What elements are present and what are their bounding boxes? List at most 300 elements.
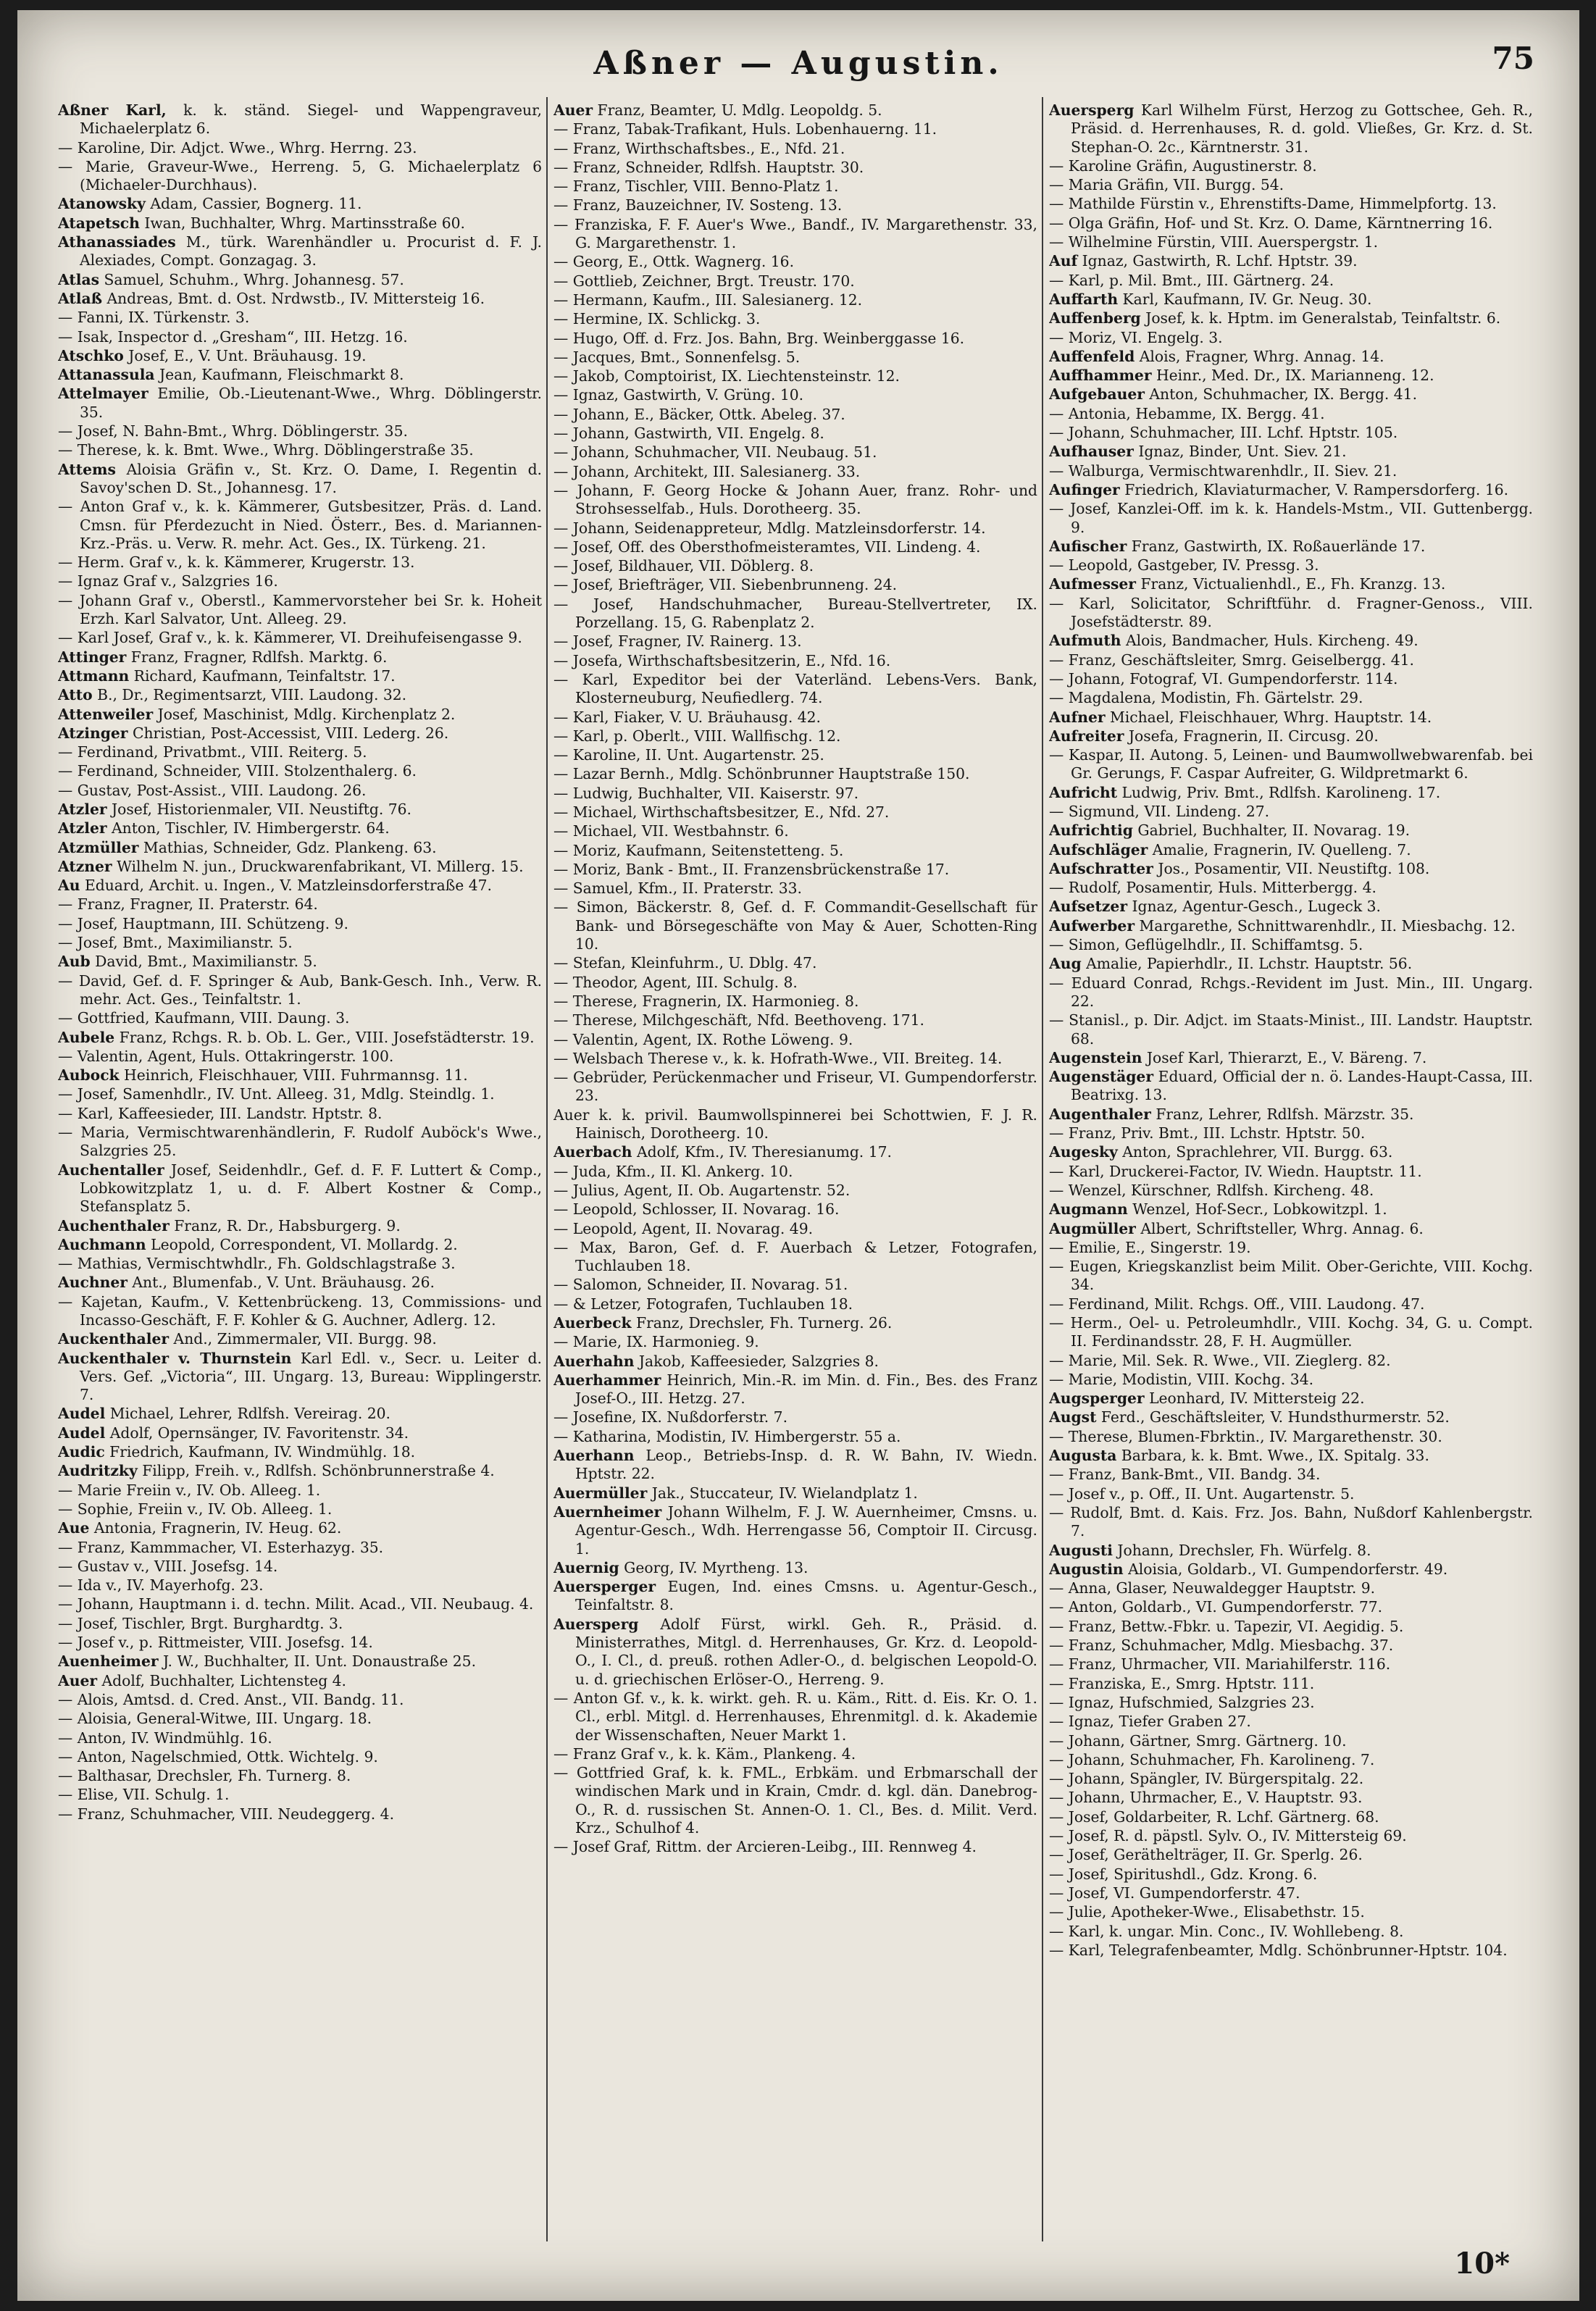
entry-details: — Josef, Tischler, Brgt. Burghardtg. 3.: [58, 1614, 343, 1632]
entry-details: — Johann, Fotograf, VI. Gumpendorferstr. 114.: [1049, 669, 1398, 688]
directory-entry: [553, 595, 1037, 632]
entry-details: — Josef v., p. Rittmeister, VIII. Josefsg. 14.: [58, 1634, 373, 1652]
entry-details: — Franz, Geschäftsleiter, Smrg. Geiselbergg. 41.: [1049, 651, 1414, 669]
entry-details: — Hugo, Off. d. Frz. Jos. Bahn, Brg. Weinberggasse 16.: [553, 329, 965, 347]
entry-details: — Josef, Samenhdlr., IV. Unt. Alleeg. 31, Mdlg. Steindlg. 1.: [58, 1085, 495, 1103]
entry-surname: Auermüller: [553, 1484, 648, 1502]
entry-details: Ignaz, Binder, Unt. Siev. 21.: [1138, 443, 1347, 461]
entry-details: — Josef, N. Bahn-Bmt., Whrg. Döblingerstr. 35.: [58, 422, 408, 440]
entry-details: — Josef, Bmt., Maximilianstr. 5.: [58, 934, 293, 952]
entry-details: — Magdalena, Modistin, Fh. Gärtelstr. 29.: [1049, 689, 1363, 707]
directory-entry: [1049, 1770, 1533, 1788]
entry-details: Anton, Schuhmacher, IX. Bergg. 41.: [1149, 385, 1418, 404]
directory-entry: [1049, 405, 1533, 423]
directory-entry: [1049, 1655, 1533, 1673]
directory-entry: [58, 1652, 542, 1671]
entry-details: Heinrich, Fleischhauer, VIII. Fuhrmannsg. 11.: [124, 1066, 468, 1085]
entry-details: Auer k. k. privil. Baumwollspinnerei bei Schottwien, F. J. R. Hainisch, Dorotheerg. 10.: [553, 1106, 1037, 1142]
entry-details: — Theodor, Agent, III. Schulg. 8.: [553, 973, 798, 991]
entry-surname: Aufricht: [1049, 783, 1118, 801]
entry-surname: Aufschratter: [1049, 859, 1153, 877]
entry-surname: Atzler: [58, 819, 107, 837]
entry-details: — Anton Graf v., k. k. Kämmerer, Gutsbesitzer, Präs. d. Land. Cmsn. für Pferdezucht in Nied. Österr., Bes. d. Mariannen-Krz.-Präs. u. Verw. R. mehr. Act. Ges., IX. Türkeng. 21.: [58, 498, 542, 552]
entry-details: — Valentin, Agent, IX. Rothe Löweng. 9.: [553, 1030, 853, 1048]
entry-details: — Johann, Hauptmann i. d. techn. Milit. Acad., VII. Neubaug. 4.: [58, 1595, 534, 1613]
entry-details: Franz, Rchgs. R. b. Ob. L. Ger., VIII. Josefstädterstr. 19.: [119, 1028, 535, 1046]
entry-details: — Josef, Spiritushdl., Gdz. Krong. 6.: [1049, 1865, 1318, 1883]
directory-column-2: [553, 101, 1037, 2246]
entry-surname: Attelmayer: [58, 385, 149, 403]
entry-details: — Karl, p. Oberlt., VIII. Wallfischg. 12.: [553, 727, 841, 745]
directory-entry: [1049, 689, 1533, 707]
directory-entry: [1049, 898, 1533, 916]
directory-entry: [553, 1182, 1037, 1200]
directory-entry: [1049, 1428, 1533, 1446]
entry-details: — Gottfried, Kaufmann, VIII. Daung. 3.: [58, 1009, 350, 1027]
directory-entry: [1049, 974, 1533, 1011]
entry-details: Mathias, Schneider, Gdz. Plankeng. 63.: [143, 838, 437, 856]
directory-entry: [1049, 1637, 1533, 1655]
entry-surname: Aufmuth: [1049, 632, 1121, 650]
directory-entry: [58, 233, 542, 270]
entry-surname: Auer: [58, 1671, 98, 1689]
entry-details: Ant., Blumenfab., V. Unt. Bräuhausg. 26.: [132, 1274, 435, 1292]
directory-entry: [1049, 1314, 1533, 1351]
directory-entry: [553, 671, 1037, 708]
entry-details: Leonhard, IV. Mittersteig 22.: [1149, 1389, 1365, 1408]
entry-details: — Josefine, IX. Nußdorferstr. 7.: [553, 1408, 788, 1426]
directory-entry: [58, 366, 542, 384]
entry-details: — Stanisl., p. Dir. Adjct. im Staats-Minist., III. Landstr. Hauptstr. 68.: [1049, 1011, 1533, 1048]
directory-entry: [58, 1748, 542, 1766]
directory-entry: [553, 1276, 1037, 1294]
entry-details: — Simon, Geflügelhdlr., II. Schiffamtsg. 5.: [1049, 936, 1363, 954]
directory-entry: [58, 1105, 542, 1123]
entry-details: — Franz Graf v., k. k. Käm., Plankeng. 4.: [553, 1744, 856, 1763]
entry-details: Johann, Drechsler, Fh. Würfelg. 8.: [1117, 1541, 1371, 1559]
directory-entry: [1049, 632, 1533, 650]
entry-surname: Aub: [58, 953, 91, 971]
entry-details: — Ludwig, Buchhalter, VII. Kaiserstr. 97.: [553, 784, 859, 802]
directory-entry: [553, 1200, 1037, 1219]
entry-details: — Moriz, Bank - Bmt., II. Franzensbrückenstraße 17.: [553, 860, 950, 878]
entry-surname: Audritzky: [58, 1462, 138, 1480]
directory-entry: [1049, 955, 1533, 973]
entry-details: — Herm., Oel- u. Petroleumhdlr., VIII. Kochg. 34, G. u. Compt. II. Ferdinandsstr. 28, F. H. Augmüller.: [1049, 1314, 1533, 1350]
entry-surname: Aufrichtig: [1049, 822, 1133, 840]
entry-details: Karl, Kaufmann, IV. Gr. Neug. 30.: [1122, 290, 1372, 308]
entry-details: — Alois, Amtsd. d. Cred. Anst., VII. Bandg. 11.: [58, 1690, 404, 1708]
directory-entry: [553, 822, 1037, 840]
entry-surname: Audel: [58, 1424, 106, 1442]
entry-details: Margarethe, Schnittwarenhdlr., II. Miesbachg. 12.: [1139, 916, 1516, 935]
directory-entry: [553, 463, 1037, 481]
entry-details: — Leopold, Schlosser, II. Novarag. 16.: [553, 1200, 840, 1219]
entry-details: — Josef, Bildhauer, VII. Döblerg. 8.: [553, 557, 814, 575]
entry-surname: Attenweiler: [58, 705, 154, 723]
entry-surname: Auchmann: [58, 1235, 146, 1253]
entry-surname: Aßner Karl,: [58, 101, 167, 119]
entry-details: — Karl, k. ungar. Min. Conc., IV. Wohllebeng. 8.: [1049, 1922, 1404, 1940]
entry-surname: Augenstäger: [1049, 1068, 1154, 1086]
directory-entry: [553, 1353, 1037, 1371]
directory-entry: [58, 347, 542, 365]
entry-details: — Aloisia, General-Witwe, III. Ungarg. 18.: [58, 1710, 372, 1728]
entry-details: — Juda, Kfm., II. Kl. Ankerg. 10.: [553, 1162, 793, 1180]
directory-entry: [553, 765, 1037, 783]
directory-entry: [1049, 1011, 1533, 1048]
directory-entry: [58, 1293, 542, 1330]
directory-entry: [1049, 1258, 1533, 1295]
directory-entry: [1049, 329, 1533, 347]
entry-details: Eugen, Ind. eines Cmsns. u. Agentur-Gesch., Teinfaltstr. 8.: [575, 1578, 1037, 1614]
directory-entry: [553, 785, 1037, 803]
entry-details: — Jacques, Bmt., Sonnenfelsg. 5.: [553, 348, 801, 366]
directory-entry: [1049, 746, 1533, 783]
entry-surname: Aufsetzer: [1049, 898, 1128, 916]
directory-entry: [58, 1236, 542, 1254]
entry-details: — Anton Gf. v., k. k. wirkt. geh. R. u. Käm., Ritt. d. Eis. Kr. O. 1. Cl., erbl. Mitgl. d. Herrenhauses, Ehrenmitgl. d. k. Akademie der Wissenschaften, Neuer Markt 1.: [553, 1689, 1037, 1744]
directory-entry: [553, 632, 1037, 651]
entry-details: — Karl, p. Mil. Bmt., III. Gärtnerg. 24.: [1049, 271, 1334, 289]
directory-entry: [553, 1069, 1037, 1106]
directory-entry: [1049, 462, 1533, 480]
entry-details: — Maria, Vermischtwarenhändlerin, F. Rudolf Auböck's Wwe., Salzgries 25.: [58, 1124, 542, 1160]
entry-surname: Atzmüller: [58, 838, 139, 856]
directory-entry: [58, 1558, 542, 1576]
entry-surname: Auffhammer: [1049, 367, 1152, 385]
entry-surname: Attems: [58, 460, 116, 478]
entry-details: Jak., Stuccateur, IV. Wielandplatz 1.: [651, 1484, 918, 1502]
entry-surname: Aufschläger: [1049, 840, 1148, 858]
entry-details: — Anton, Goldarb., VI. Gumpendorferstr. 77.: [1049, 1598, 1383, 1616]
directory-entry: [1049, 556, 1533, 574]
entry-details: — Therese, Blumen-Fbrktin., IV. Margarethenstr. 30.: [1049, 1427, 1442, 1445]
directory-entry: [553, 538, 1037, 556]
entry-details: — Franz, Tabak-Trafikant, Huls. Lobenhauerng. 11.: [553, 120, 937, 138]
entry-details: — Anton, IV. Windmühlg. 16.: [58, 1729, 272, 1747]
entry-details: Johann Wilhelm, F. J. W. Auernheimer, Cmsns. u. Agentur-Gesch., Wdh. Herrengasse 56, Comptoir II. Circusg. 1.: [575, 1503, 1037, 1558]
entry-details: Leopold, Correspondent, VI. Mollardg. 2.: [151, 1235, 458, 1253]
entry-details: — Michael, VII. Westbahnstr. 6.: [553, 822, 789, 840]
entry-details: — Hermann, Kaufm., III. Salesianerg. 12.: [553, 291, 863, 309]
directory-entry: [58, 214, 542, 233]
entry-details: — Gustav, Post-Assist., VIII. Laudong. 26.: [58, 781, 367, 799]
entry-details: Gabriel, Buchhalter, II. Novarag. 19.: [1137, 822, 1411, 840]
directory-entry: [1049, 176, 1533, 194]
directory-entry: [553, 1689, 1037, 1744]
directory-entry: [553, 348, 1037, 367]
entry-surname: Audic: [58, 1443, 105, 1461]
entry-surname: Augenthaler: [1049, 1105, 1151, 1123]
directory-entry: [553, 140, 1037, 158]
entry-details: Georg, IV. Myrtheng. 13.: [624, 1558, 809, 1576]
entry-details: — Josef, VI. Gumpendorferstr. 47.: [1049, 1884, 1300, 1902]
directory-entry: [1049, 595, 1533, 632]
directory-entry: [1049, 309, 1533, 327]
entry-surname: Augusta: [1049, 1447, 1117, 1465]
entry-details: — Ignaz, Tiefer Graben 27.: [1049, 1713, 1251, 1731]
directory-entry: [1049, 1485, 1533, 1503]
entry-details: — Moriz, VI. Engelg. 3.: [1049, 328, 1223, 346]
entry-surname: Attanassula: [58, 366, 155, 384]
entry-details: Andreas, Bmt. d. Ost. Nrdwstb., IV. Mittersteig 16.: [106, 289, 485, 307]
directory-entry: [1049, 1579, 1533, 1597]
directory-entry: [58, 1767, 542, 1785]
entry-details: — Franz, Tischler, VIII. Benno-Platz 1.: [553, 177, 839, 196]
entry-details: Josef, Maschinist, Mdlg. Kirchenplatz 2.: [157, 705, 456, 723]
entry-details: Adam, Cassier, Bognerg. 11.: [150, 195, 362, 213]
entry-details: — Mathilde Fürstin v., Ehrenstifts-Dame, Himmelpfortg. 13.: [1049, 195, 1497, 213]
entry-details: — Johann, Uhrmacher, E., V. Hauptstr. 93.: [1049, 1789, 1363, 1807]
directory-entry: [58, 195, 542, 213]
entry-details: Amalie, Papierhdlr., II. Lchstr. Hauptstr. 56.: [1086, 955, 1413, 973]
entry-surname: Aufreiter: [1049, 727, 1124, 745]
directory-entry: [58, 592, 542, 629]
directory-entry: [58, 1443, 542, 1461]
entry-surname: Auernig: [553, 1558, 619, 1576]
directory-entry: [1049, 252, 1533, 270]
directory-entry: [553, 709, 1037, 727]
entry-details: — Marie, Mil. Sek. R. Wwe., VII. Zieglerg. 82.: [1049, 1351, 1391, 1369]
directory-entry: [1049, 1049, 1533, 1067]
directory-entry: [1049, 784, 1533, 802]
entry-details: — Johann, Schuhmacher, Fh. Karolineng. 7.: [1049, 1750, 1375, 1768]
entry-details: Heinr., Med. Dr., IX. Marianneng. 12.: [1156, 367, 1434, 385]
directory-entry: [553, 1764, 1037, 1837]
entry-surname: Augst: [1049, 1408, 1097, 1426]
directory-entry: [553, 216, 1037, 253]
directory-entry: [58, 1405, 542, 1423]
entry-details: — Ferdinand, Schneider, VIII. Stolzenthalerg. 6.: [58, 762, 417, 780]
entry-details: — Emilie, E., Singerstr. 19.: [1049, 1238, 1251, 1256]
entry-surname: Atanowsky: [58, 195, 146, 213]
entry-details: — Simon, Bäckerstr. 8, Gef. d. F. Commandit-Gesellschaft für Bank- und Börsegeschäfte von May & Auer, Schotten-Ring 10.: [553, 898, 1037, 953]
entry-surname: Auerbeck: [553, 1314, 632, 1332]
directory-entry: [58, 1691, 542, 1709]
entry-details: — Karl, Fiaker, V. U. Bräuhausg. 42.: [553, 708, 821, 726]
entry-details: — Therese, k. k. Bmt. Wwe., Whrg. Döblingerstraße 35.: [58, 441, 474, 459]
directory-entry: [553, 898, 1037, 953]
directory-entry: [1049, 1124, 1533, 1142]
entry-details: — Ida v., IV. Mayerhofg. 23.: [58, 1576, 264, 1595]
directory-entry: [553, 1428, 1037, 1446]
entry-surname: Auckenthaler v. Thurnstein: [58, 1349, 292, 1367]
directory-entry: [58, 915, 542, 933]
directory-entry: [553, 992, 1037, 1011]
directory-entry: [1049, 195, 1533, 213]
entry-details: — Lazar Bernh., Mdlg. Schönbrunner Hauptstraße 150.: [553, 765, 970, 783]
entry-details: Michael, Fleischhauer, Whrg. Hauptstr. 14.: [1110, 708, 1432, 726]
directory-entry: [58, 1424, 542, 1442]
entry-details: Ignaz, Agentur-Gesch., Lugeck 3.: [1132, 898, 1381, 916]
entry-surname: Au: [58, 877, 80, 895]
entry-details: — Ferdinand, Milit. Rchgs. Off., VIII. Laudong. 47.: [1049, 1295, 1425, 1313]
entry-details: — Julie, Apotheker-Wwe., Elisabethstr. 15.: [1049, 1903, 1365, 1921]
entry-details: — Stefan, Kleinfuhrm., U. Dblg. 47.: [553, 954, 817, 972]
directory-entry: [1049, 1865, 1533, 1884]
entry-details: Ignaz, Gastwirth, R. Lchf. Hptstr. 39.: [1082, 252, 1358, 270]
entry-details: Josef, k. k. Hptm. im Generalstab, Teinfaltstr. 6.: [1145, 309, 1501, 327]
directory-entry: [553, 196, 1037, 214]
entry-details: Samuel, Schuhm., Whrg. Johannesg. 57.: [104, 270, 404, 288]
directory-entry: [58, 1576, 542, 1595]
directory-entry: [1049, 1408, 1533, 1426]
entry-details: — Franz, Fragner, II. Praterstr. 64.: [58, 895, 318, 914]
directory-entry: [1049, 443, 1533, 461]
directory-entry: [1049, 1751, 1533, 1769]
entry-surname: Auckenthaler: [58, 1330, 170, 1348]
directory-entry: [58, 819, 542, 837]
directory-entry: [1049, 1504, 1533, 1541]
entry-details: Franz, Fragner, Rdlfsh. Marktg. 6.: [130, 648, 388, 666]
directory-entry: [58, 461, 542, 498]
entry-details: — Josef, Briefträger, VII. Siebenbrunneng. 24.: [553, 576, 898, 594]
entry-details: — Karl, Telegrafenbeamter, Mdlg. Schönbrunner-Hptstr. 104.: [1049, 1941, 1508, 1959]
entry-details: — Franz, Uhrmacher, VII. Mariahilferstr. 116.: [1049, 1655, 1391, 1673]
directory-entry: [1049, 385, 1533, 404]
entry-surname: Auernheimer: [553, 1503, 662, 1521]
directory-entry: [553, 177, 1037, 196]
directory-entry: [1049, 670, 1533, 688]
entry-details: Franz, Gastwirth, IX. Roßauerlände 17.: [1131, 537, 1426, 555]
directory-entry: [553, 272, 1037, 291]
entry-surname: Auerhahn: [553, 1352, 635, 1370]
entry-details: Jakob, Kaffeesieder, Salzgries 8.: [638, 1352, 879, 1370]
entry-details: — Olga Gräfin, Hof- und St. Krz. O. Dame, Kärntnerring 16.: [1049, 214, 1493, 232]
entry-surname: Auffenfeld: [1049, 347, 1135, 365]
directory-entry: [553, 1295, 1037, 1313]
directory-entry: [553, 1371, 1037, 1408]
entry-details: — Mathias, Vermischtwhdlr., Fh. Goldschlagstraße 3.: [58, 1255, 456, 1273]
directory-entry: [1049, 214, 1533, 233]
directory-entry: [1049, 1239, 1533, 1257]
entry-details: — Josef, Geräthelträger, II. Gr. Sperlg. 26.: [1049, 1846, 1363, 1864]
directory-entry: [553, 1838, 1037, 1856]
directory-entry: [58, 271, 542, 289]
entry-surname: Aubock: [58, 1066, 120, 1085]
directory-entry: [58, 743, 542, 761]
directory-entry: [1049, 1923, 1533, 1941]
directory-entry: [553, 1163, 1037, 1181]
entry-details: Anton, Tischler, IV. Himbergerstr. 64.: [112, 819, 390, 837]
entry-details: Ferd., Geschäftsleiter, V. Hundsthurmerstr. 52.: [1100, 1408, 1450, 1426]
directory-entry: [58, 648, 542, 666]
directory-entry: [1049, 101, 1533, 156]
directory-entry: [553, 330, 1037, 348]
entry-details: — Georg, E., Ottk. Wagnerg. 16.: [553, 253, 795, 271]
directory-entry: [553, 159, 1037, 177]
entry-details: — Salomon, Schneider, II. Novarag. 51.: [553, 1276, 848, 1294]
directory-entry: [1049, 1942, 1533, 1960]
directory-entry: [58, 572, 542, 590]
directory-column-1: [58, 101, 542, 2246]
entry-details: Antonia, Fragnerin, IV. Heug. 62.: [93, 1519, 342, 1537]
entry-details: — Maria Gräfin, VII. Burgg. 54.: [1049, 176, 1284, 194]
directory-entry: [58, 895, 542, 914]
entry-details: — Antonia, Hebamme, IX. Bergg. 41.: [1049, 404, 1325, 422]
entry-details: — Julius, Agent, II. Ob. Augartenstr. 52.: [553, 1181, 851, 1199]
page-number: 75: [1492, 41, 1534, 76]
directory-entry: [1049, 803, 1533, 821]
directory-entry: [553, 1239, 1037, 1276]
directory-entry: [1049, 1220, 1533, 1238]
entry-details: — Gustav v., VIII. Josefsg. 14.: [58, 1557, 278, 1575]
directory-entry: [1049, 709, 1533, 727]
directory-entry: [1049, 157, 1533, 175]
entry-details: — Valentin, Agent, Huls. Ottakringerstr. 100.: [58, 1047, 394, 1065]
directory-entry: [553, 803, 1037, 822]
directory-entry: [58, 1217, 542, 1235]
directory-entry: [58, 553, 542, 572]
directory-entry: [58, 782, 542, 800]
directory-entry: [58, 328, 542, 346]
entry-details: — Johann, E., Bäcker, Ottk. Abeleg. 37.: [553, 405, 845, 423]
entry-details: Michael, Lehrer, Rdlfsh. Vereirag. 20.: [109, 1405, 390, 1423]
entry-surname: Auersperger: [553, 1578, 656, 1596]
entry-surname: Atlaß: [58, 289, 103, 307]
directory-entry: [553, 974, 1037, 992]
directory-page: [17, 10, 1579, 2301]
entry-details: — Johann, F. Georg Hocke & Johann Auer, franz. Rohr- und Strohsesselfab., Huls. Dorotheerg. 35.: [553, 481, 1037, 518]
directory-entry: [553, 861, 1037, 879]
directory-entry: [1049, 917, 1533, 935]
entry-details: — Hermine, IX. Schlickg. 3.: [553, 310, 761, 328]
directory-entry: [553, 1220, 1037, 1238]
directory-entry: [1049, 1542, 1533, 1560]
running-title: Aßner — Augustin.: [593, 45, 1003, 82]
page-header: [17, 41, 1579, 96]
entry-details: Barbara, k. k. Bmt. Wwe., IX. Spitalg. 33.: [1121, 1447, 1429, 1465]
directory-entry: [58, 724, 542, 743]
entry-surname: Atto: [58, 686, 93, 704]
entry-details: — Herm. Graf v., k. k. Kämmerer, Krugerstr. 13.: [58, 553, 415, 572]
entry-details: — Eugen, Kriegskanzlist beim Milit. Ober-Gerichte, VIII. Kochg. 34.: [1049, 1258, 1533, 1294]
entry-surname: Aufner: [1049, 708, 1106, 726]
entry-details: — Ignaz Graf v., Salzgries 16.: [58, 572, 278, 590]
entry-details: Iwan, Buchhalter, Whrg. Martinsstraße 60.: [144, 214, 466, 232]
directory-entry: [58, 706, 542, 724]
directory-entry: [553, 1314, 1037, 1332]
entry-surname: Atapetsch: [58, 214, 140, 232]
entry-details: — Walburga, Vermischtwarenhdlr., II. Siev. 21.: [1049, 461, 1397, 480]
directory-entry: [553, 842, 1037, 860]
directory-entry: [553, 746, 1037, 764]
entry-details: — Josef Graf, Rittm. der Arcieren-Leibg., III. Rennweg 4.: [553, 1838, 977, 1856]
directory-entry: [58, 1161, 542, 1216]
directory-entry: [1049, 367, 1533, 385]
entry-details: — Josef, Fragner, IV. Rainerg. 13.: [553, 632, 802, 651]
directory-entry: [553, 557, 1037, 575]
entry-details: — Anna, Glaser, Neuwaldegger Hauptstr. 9.: [1049, 1579, 1376, 1597]
directory-entry: [58, 953, 542, 971]
directory-entry: [553, 406, 1037, 424]
directory-entry: [58, 1274, 542, 1292]
entry-surname: Auf: [1049, 252, 1078, 270]
directory-entry: [1049, 936, 1533, 954]
entry-details: — Katharina, Modistin, IV. Himbergerstr. 55 a.: [553, 1427, 901, 1445]
directory-entry: [58, 441, 542, 459]
entry-surname: Atzinger: [58, 724, 128, 742]
entry-details: — Franz, Wirthschaftsbes., E., Nfd. 21.: [553, 139, 845, 157]
directory-entry: [58, 309, 542, 327]
directory-entry: [1049, 1163, 1533, 1181]
directory-entry: [553, 652, 1037, 670]
entry-details: — Gebrüder, Perückenmacher und Friseur, VI. Gumpendorferstr. 23.: [553, 1069, 1037, 1105]
entry-surname: Attinger: [58, 648, 127, 666]
entry-surname: Auerbach: [553, 1143, 632, 1161]
entry-surname: Aufmesser: [1049, 575, 1136, 593]
